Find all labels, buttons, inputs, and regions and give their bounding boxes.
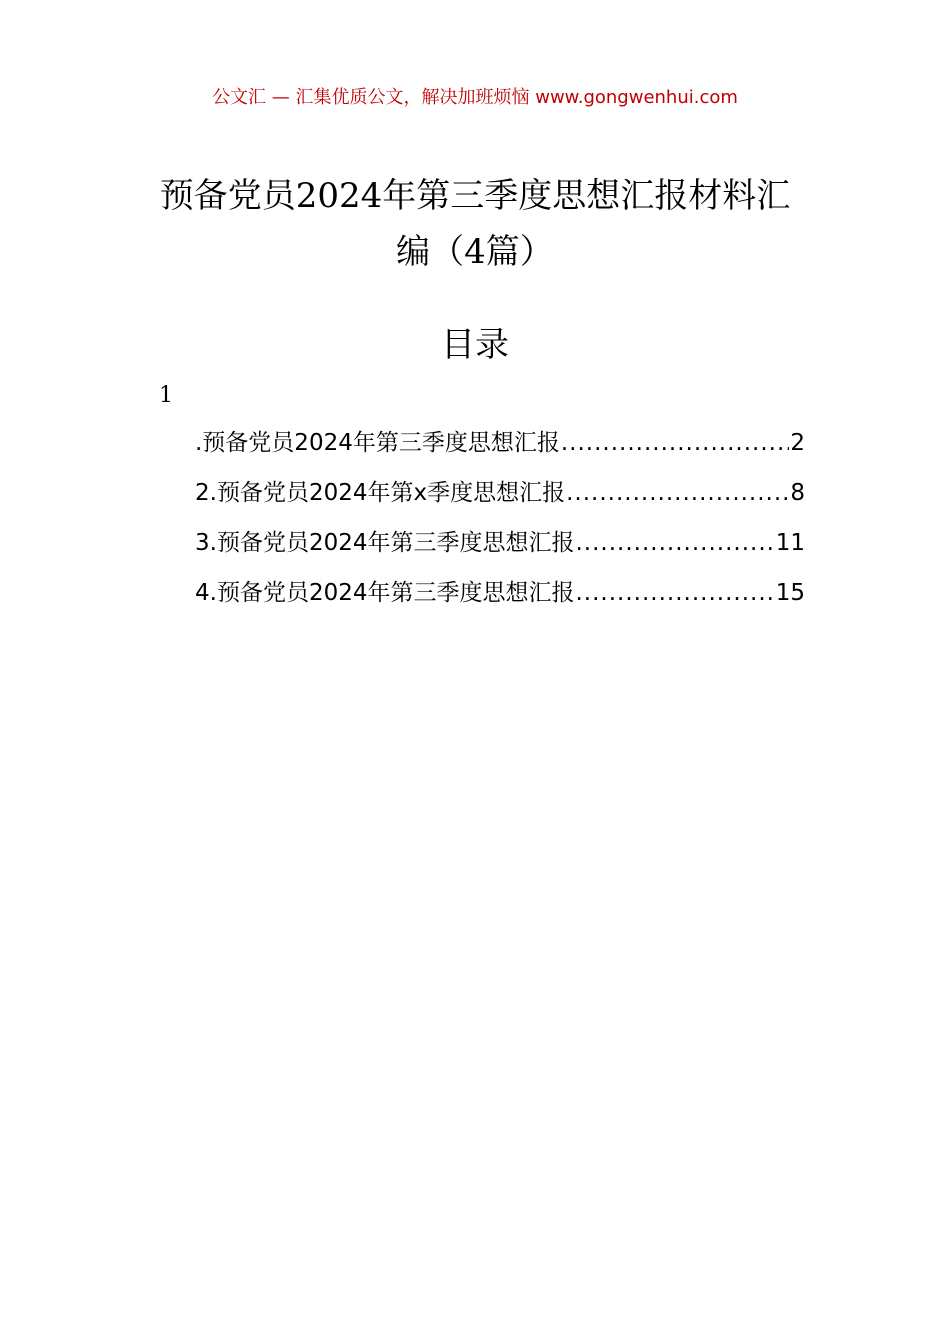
- toc-entry-page: 11: [775, 530, 805, 556]
- toc-entry-page: 15: [775, 580, 805, 606]
- toc-heading: 目录: [441, 325, 509, 365]
- document-title: [120, 168, 830, 280]
- document-title-line-1: 预备党员2024年第三季度思想汇报材料汇: [159, 176, 791, 216]
- table-of-contents: [195, 425, 805, 625]
- toc-entry-1[interactable]: [195, 425, 805, 475]
- toc-dot-leader: [566, 475, 789, 511]
- toc-entry-4[interactable]: [195, 575, 805, 625]
- header-banner: 公文汇 — 汇集优质公文，解决加班烦恼 www.gongwenhui.com: [212, 87, 738, 108]
- toc-entry-title: .预备党员2024年第三季度思想汇报: [195, 430, 560, 456]
- toc-entry-2[interactable]: [195, 475, 805, 525]
- toc-entry-page: 8: [790, 480, 805, 506]
- toc-dot-leader: [561, 425, 790, 461]
- toc-entry-title: 2.预备党员2024年第x季度思想汇报: [195, 480, 566, 506]
- toc-entry-3[interactable]: [195, 525, 805, 575]
- toc-stray-number: 1: [159, 383, 173, 408]
- document-title-line-2: 编（4篇）: [396, 232, 554, 272]
- toc-entry-title: 3.预备党员2024年第三季度思想汇报: [195, 530, 575, 556]
- toc-entry-title: 4.预备党员2024年第三季度思想汇报: [195, 580, 575, 606]
- toc-entry-page: 2: [790, 430, 805, 456]
- toc-dot-leader: [575, 525, 774, 561]
- toc-dot-leader: [575, 575, 774, 611]
